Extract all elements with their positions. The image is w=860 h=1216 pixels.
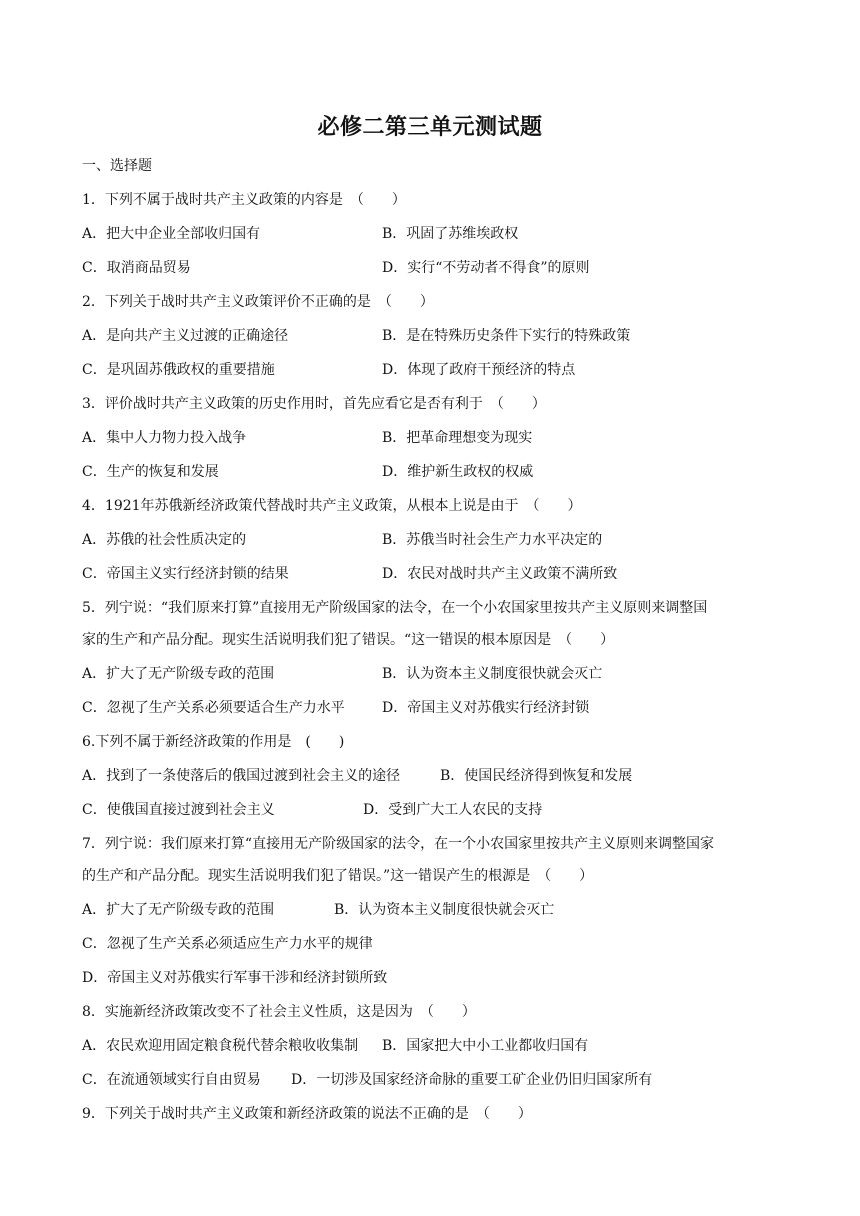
- question-7-stem-line-2: 的生产和产品分配。现实生活说明我们犯了错误。”这一错误产生的根源是 （ ）: [82, 868, 594, 884]
- page-title: 必修二第三单元测试题: [317, 114, 543, 140]
- question-8-stem: 8．实施新经济政策改变不了社会主义性质，这是因为 （ ）: [82, 1004, 476, 1020]
- question-5-option-a: A．扩大了无产阶级专政的范围: [82, 666, 275, 682]
- question-3-option-a: A．集中人力物力投入战争: [82, 430, 247, 446]
- question-1-stem: 1．下列不属于战时共产主义政策的内容是 （ ）: [82, 192, 406, 208]
- question-3-option-b: B．把革命理想变为现实: [382, 430, 533, 446]
- question-2-stem: 2．下列关于战时共产主义政策评价不正确的是 （ ）: [82, 294, 434, 310]
- question-1-option-b: B．巩固了苏维埃政权: [382, 226, 519, 242]
- question-6-option-c: C．使俄国直接过渡到社会主义: [82, 802, 275, 818]
- question-2-option-c: C．是巩固苏俄政权的重要措施: [82, 362, 275, 378]
- question-5-stem-line-1: 5．列宁说：“我们原来打算”直接用无产阶级国家的法令，在一个小农国家里按共产主义原则来调整国: [82, 600, 708, 616]
- question-8-option-c: C．在流通领域实行自由贸易: [82, 1072, 261, 1088]
- question-6-option-d: D．受到广大工人农民的支持: [363, 802, 543, 818]
- question-1-option-a: A．把大中企业全部收归国有: [82, 226, 261, 242]
- question-7-option-a: A．扩大了无产阶级专政的范围: [82, 902, 275, 918]
- question-5-stem-line-2: 家的生产和产品分配。现实生活说明我们犯了错误。“这一错误的根本原因是 （ ）: [82, 632, 615, 648]
- question-7-stem-line-1: 7．列宁说：我们原来打算“直接用无产阶级国家的法令，在一个小农国家里按共产主义原则来调整国家: [82, 836, 715, 852]
- question-5-option-c: C．忽视了生产关系必须要适合生产力水平: [82, 700, 345, 716]
- question-2-option-a: A．是向共产主义过渡的正确途径: [82, 328, 289, 344]
- question-7-option-c: C．忽视了生产关系必须适应生产力水平的规律: [82, 936, 373, 952]
- question-8-option-a: A．农民欢迎用固定粮食税代替余粮收收集制: [82, 1038, 359, 1054]
- section-heading: 一、选择题: [82, 158, 152, 174]
- question-3-option-c: C．生产的恢复和发展: [82, 464, 219, 480]
- question-2-option-b: B．是在特殊历史条件下实行的特殊政策: [382, 328, 631, 344]
- question-6-stem: 6.下列不属于新经济政策的作用是 ( ): [82, 734, 345, 750]
- question-8-option-b: B．国家把大中小工业都收归国有: [382, 1038, 589, 1054]
- question-6-option-b: B．使国民经济得到恢复和发展: [440, 768, 633, 784]
- question-7-option-b: B．认为资本主义制度很快就会灭亡: [334, 902, 555, 918]
- question-1-option-c: C．取消商品贸易: [82, 260, 191, 276]
- question-7-option-d: D．帝国主义对苏俄实行军事干涉和经济封锁所致: [82, 970, 388, 986]
- question-4-stem: 4．1921年苏俄新经济政策代替战时共产主义政策，从根本上说是由于 （ ）: [82, 498, 582, 514]
- question-1-option-d: D．实行“不劳动者不得食”的原则: [382, 260, 590, 276]
- question-5-option-b: B．认为资本主义制度很快就会灭亡: [382, 666, 603, 682]
- question-2-option-d: D．体现了政府干预经济的特点: [382, 362, 576, 378]
- question-3-stem: 3．评价战时共产主义政策的历史作用时，首先应看它是否有利于 （ ）: [82, 396, 546, 412]
- question-4-option-c: C．帝国主义实行经济封锁的结果: [82, 566, 289, 582]
- question-5-option-d: D．帝国主义对苏俄实行经济封锁: [382, 700, 590, 716]
- question-3-option-d: D．维护新生政权的权威: [382, 464, 534, 480]
- question-4-option-d: D．农民对战时共产主义政策不满所致: [382, 566, 618, 582]
- question-4-option-b: B．苏俄当时社会生产力水平决定的: [382, 532, 603, 548]
- question-4-option-a: A．苏俄的社会性质决定的: [82, 532, 247, 548]
- question-9-stem: 9．下列关于战时共产主义政策和新经济政策的说法不正确的是 （ ）: [82, 1106, 532, 1122]
- question-6-option-a: A．找到了一条使落后的俄国过渡到社会主义的途径: [82, 768, 401, 784]
- question-8-option-d: D．一切涉及国家经济命脉的重要工矿企业仍旧归国家所有: [291, 1072, 653, 1088]
